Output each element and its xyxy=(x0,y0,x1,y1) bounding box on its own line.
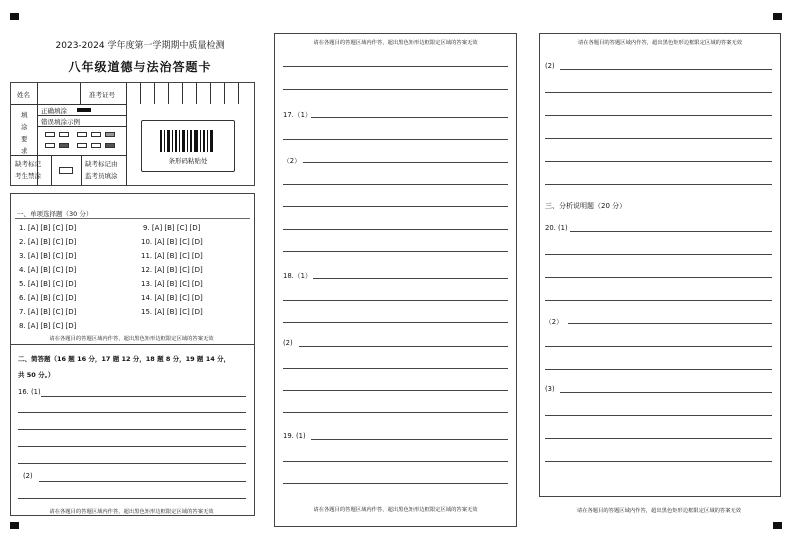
question-19-label: 19. (1) xyxy=(283,432,306,440)
section3-title: 三、分析说明题（20 分） xyxy=(545,202,627,210)
answer-line[interactable] xyxy=(18,463,246,464)
wrong-fill-label: 错误填涂示例 xyxy=(41,118,80,126)
absent-mark-note: 缺考标记由 xyxy=(85,160,118,168)
answer-line[interactable] xyxy=(545,138,772,139)
answer-line[interactable] xyxy=(299,346,508,347)
boundary-notice: 请在各题目的答题区域内作答，超出黑色矩形边框限定区域的答案无效 xyxy=(313,40,478,46)
question-20-3-label: (3) xyxy=(545,385,555,393)
answer-line[interactable] xyxy=(311,439,508,440)
section2-title: 二、简答题（16 题 16 分，17 题 12 分，18 题 8 分，19 题 14 分， xyxy=(18,355,230,363)
question-17-label: 17.（1） xyxy=(283,111,312,119)
answer-line[interactable] xyxy=(18,446,246,447)
answer-line[interactable] xyxy=(545,277,772,278)
boundary-notice: 请在各题目的答题区域内作答，超出黑色矩形边框限定区域的答案无效 xyxy=(576,508,742,514)
mcq-item[interactable]: 10. [A] [B] [C] [D] xyxy=(141,238,203,246)
mcq-item[interactable]: 13. [A] [B] [C] [D] xyxy=(141,280,203,288)
fill-requirement-char: 涂 xyxy=(21,123,28,131)
answer-line[interactable] xyxy=(311,117,508,118)
exam-title: 2023-2024 学年度第一学期期中质量检测 xyxy=(55,41,225,51)
answer-line[interactable] xyxy=(41,396,246,397)
answer-line[interactable] xyxy=(283,229,508,230)
short-answer-section xyxy=(10,344,255,516)
question-16-2-label: (2) xyxy=(23,472,33,480)
answer-line[interactable] xyxy=(545,300,772,301)
fill-requirement-char: 求 xyxy=(21,147,28,155)
correct-fill-sample xyxy=(77,108,91,112)
mcq-item[interactable]: 9. [A] [B] [C] [D] xyxy=(143,224,201,232)
boundary-notice: 请在各题目的答题区域内作答，超出黑色矩形边框限定区域的答案无效 xyxy=(577,40,743,46)
answer-line[interactable] xyxy=(283,184,508,185)
answer-line[interactable] xyxy=(545,161,772,162)
mcq-item[interactable]: 8. [A] [B] [C] [D] xyxy=(19,322,77,330)
mcq-item[interactable]: 14. [A] [B] [C] [D] xyxy=(141,294,203,302)
section1-title: 一、单项选择题（30 分） xyxy=(17,210,93,218)
answer-line[interactable] xyxy=(18,429,246,430)
answer-line[interactable] xyxy=(545,92,772,93)
question-18-label: 18.（1） xyxy=(283,272,312,280)
mcq-item[interactable]: 6. [A] [B] [C] [D] xyxy=(19,294,77,302)
column-3-panel xyxy=(539,33,781,497)
answer-line[interactable] xyxy=(560,69,772,70)
mcq-section xyxy=(10,193,255,345)
answer-line[interactable] xyxy=(283,412,508,413)
correct-fill-label: 正确填涂 xyxy=(41,107,67,115)
answer-line[interactable] xyxy=(545,254,772,255)
registration-mark-bottom-left xyxy=(10,522,19,529)
answer-line[interactable] xyxy=(313,278,508,279)
name-field[interactable] xyxy=(38,84,79,103)
answer-line[interactable] xyxy=(283,322,508,323)
question-18-2-label: (2) xyxy=(283,339,293,347)
answer-line[interactable] xyxy=(545,115,772,116)
answer-line[interactable] xyxy=(303,162,508,163)
mcq-item[interactable]: 12. [A] [B] [C] [D] xyxy=(141,266,203,274)
answer-line[interactable] xyxy=(568,323,772,324)
mcq-item[interactable]: 7. [A] [B] [C] [D] xyxy=(19,308,77,316)
absent-mark-label: 缺考标记 xyxy=(15,160,41,168)
boundary-notice: 请在各题目的答题区域内作答，超出黑色矩形边框限定区域的答案无效 xyxy=(49,336,214,342)
section2-title: 共 50 分。） xyxy=(18,371,55,379)
absent-mark-box[interactable] xyxy=(59,167,73,174)
answer-line[interactable] xyxy=(18,412,246,413)
answer-line[interactable] xyxy=(283,390,508,391)
answer-line[interactable] xyxy=(545,438,772,439)
mcq-item[interactable]: 2. [A] [B] [C] [D] xyxy=(19,238,77,246)
answer-line[interactable] xyxy=(283,461,508,462)
mcq-item[interactable]: 15. [A] [B] [C] [D] xyxy=(141,308,203,316)
fill-requirement-char: 填 xyxy=(21,111,28,119)
barcode-area xyxy=(141,120,235,172)
answer-line[interactable] xyxy=(283,206,508,207)
answer-line[interactable] xyxy=(39,481,246,482)
boundary-notice: 请在各题目的答题区域内作答，超出黑色矩形边框限定区域的答案无效 xyxy=(313,507,478,513)
student-info-box xyxy=(10,82,255,186)
answer-line[interactable] xyxy=(570,231,772,232)
column-2-panel xyxy=(274,33,517,527)
answer-line[interactable] xyxy=(545,346,772,347)
mcq-item[interactable]: 5. [A] [B] [C] [D] xyxy=(19,280,77,288)
answer-line[interactable] xyxy=(545,461,772,462)
answer-line[interactable] xyxy=(545,369,772,370)
mcq-item[interactable]: 4. [A] [B] [C] [D] xyxy=(19,266,77,274)
mcq-item[interactable]: 11. [A] [B] [C] [D] xyxy=(141,252,203,260)
answer-line[interactable] xyxy=(560,392,772,393)
answer-line[interactable] xyxy=(283,139,508,140)
answer-line[interactable] xyxy=(283,368,508,369)
registration-mark-top-right xyxy=(773,13,782,20)
mcq-item[interactable]: 3. [A] [B] [C] [D] xyxy=(19,252,77,260)
card-title: 八年级道德与法治答题卡 xyxy=(68,60,212,74)
answer-line[interactable] xyxy=(18,498,246,499)
answer-line[interactable] xyxy=(283,483,508,484)
answer-line[interactable] xyxy=(283,300,508,301)
question-20-2-label: （2） xyxy=(545,318,563,326)
question-17-2-label: （2） xyxy=(283,157,301,165)
boundary-notice: 请在各题目的答题区域内作答，超出黑色矩形边框限定区域的答案无效 xyxy=(49,509,214,515)
exam-id-label: 准考证号 xyxy=(89,91,115,99)
question-20-label: 20. (1) xyxy=(545,224,568,232)
answer-line[interactable] xyxy=(283,89,508,90)
name-label: 姓名 xyxy=(17,91,30,99)
absent-mark-label: 考生禁涂 xyxy=(15,172,41,180)
answer-line[interactable] xyxy=(283,66,508,67)
registration-mark-bottom-right xyxy=(773,522,782,529)
question-16-label: 16. (1) xyxy=(18,388,41,396)
absent-mark-note: 监考员填涂 xyxy=(85,172,118,180)
exam-id-grid[interactable] xyxy=(127,84,253,103)
answer-line[interactable] xyxy=(545,184,772,185)
fill-requirement-char: 要 xyxy=(21,135,28,143)
registration-mark-top-left xyxy=(10,13,19,20)
barcode-icon xyxy=(160,130,216,152)
barcode-label: 条形码粘贴处 xyxy=(168,157,208,165)
mcq-item[interactable]: 1. [A] [B] [C] [D] xyxy=(19,224,77,232)
question-continuation-label: (2) xyxy=(545,62,555,70)
wrong-fill-examples xyxy=(45,132,123,154)
answer-line[interactable] xyxy=(545,415,772,416)
answer-line[interactable] xyxy=(283,251,508,252)
